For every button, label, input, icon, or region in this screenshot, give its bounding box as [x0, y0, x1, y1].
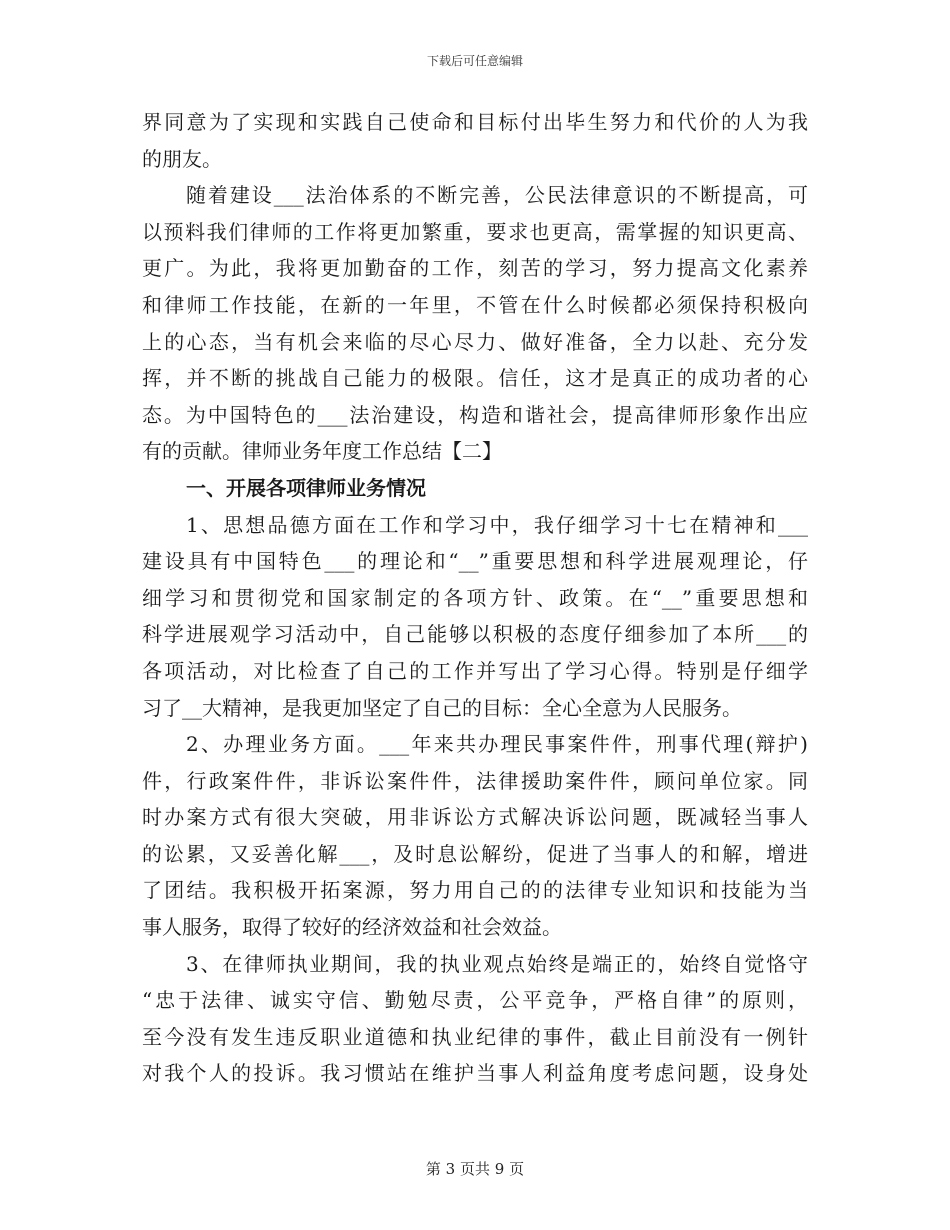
- text-line: 至今没有发生违反职业道德和执业纪律的事件，截止目前没有一例针: [142, 1024, 808, 1049]
- section-heading: 一、开展各项律师业务情况: [186, 475, 426, 500]
- text-line: 细学习和贯彻党和国家制定的各项方针、政策。在“__”重要思想和: [142, 585, 808, 610]
- text-line: 以预料我们律师的工作将更加繁重，要求也更高，需掌握的知识更高、: [142, 219, 808, 244]
- text-line: 了团结。我积极开拓案源，努力用自己的的法律专业知识和技能为当: [142, 878, 808, 903]
- text-line: 3、在律师执业期间，我的执业观点始终是端正的，始终自觉恪守: [186, 951, 808, 976]
- text-line: “忠于法律、诚实守信、勤勉尽责，公平竞争，严格自律”的原则，: [142, 988, 808, 1013]
- text-line: 态。为中国特色的___法治建设，构造和谐社会，提高律师形象作出应: [142, 402, 808, 427]
- page-header: 下载后可任意编辑: [426, 54, 523, 68]
- text-line: 和律师工作技能，在新的一年里，不管在什么时候都必须保持积极向: [142, 292, 808, 317]
- text-line: 各项活动，对比检查了自己的工作并写出了学习心得。特别是仔细学: [142, 658, 808, 683]
- text-line: 更广。为此，我将更加勤奋的工作，刻苦的学习，努力提高文化素养: [142, 256, 808, 281]
- text-line: 科学进展观学习活动中，自己能够以积极的态度仔细参加了本所___的: [142, 622, 808, 647]
- text-line: 的朋友。: [142, 146, 222, 171]
- text-line: 2、办理业务方面。___年来共办理民事案件件，刑事代理(辩护): [186, 732, 808, 757]
- text-line: 件，行政案件件，非诉讼案件件，法律援助案件件，顾问单位家。同: [142, 768, 808, 793]
- text-line: 习了__大精神，是我更加坚定了自己的目标：全心全意为人民服务。: [142, 695, 742, 720]
- document-body: [142, 104, 808, 1092]
- text-line: 有的贡献。律师业务年度工作总结【二】: [142, 439, 502, 464]
- text-line: 的讼累，又妥善化解___，及时息讼解纷，促进了当事人的和解，增进: [142, 841, 808, 866]
- page-footer: 第 3 页共 9 页: [425, 1160, 525, 1178]
- text-line: 随着建设___法治体系的不断完善，公民法律意识的不断提高，可: [186, 183, 808, 208]
- text-line: 1、思想品德方面在工作和学习中，我仔细学习十七在精神和___: [186, 512, 808, 537]
- text-line: 建设具有中国特色___的理论和“__”重要思想和科学进展观理论，仔: [142, 549, 808, 574]
- text-line: 挥，并不断的挑战自己能力的极限。信任，这才是真正的成功者的心: [142, 366, 808, 391]
- text-line: 事人服务，取得了较好的经济效益和社会效益。: [142, 915, 562, 940]
- text-line: 对我个人的投诉。我习惯站在维护当事人利益角度考虑问题，设身处: [142, 1061, 808, 1086]
- text-line: 时办案方式有很大突破，用非诉讼方式解决诉讼问题，既减轻当事人: [142, 805, 808, 830]
- text-line: 界同意为了实现和实践自己使命和目标付出毕生努力和代价的人为我: [142, 110, 808, 134]
- text-line: 上的心态，当有机会来临的尽心尽力、做好准备，全力以赴、充分发: [142, 329, 808, 354]
